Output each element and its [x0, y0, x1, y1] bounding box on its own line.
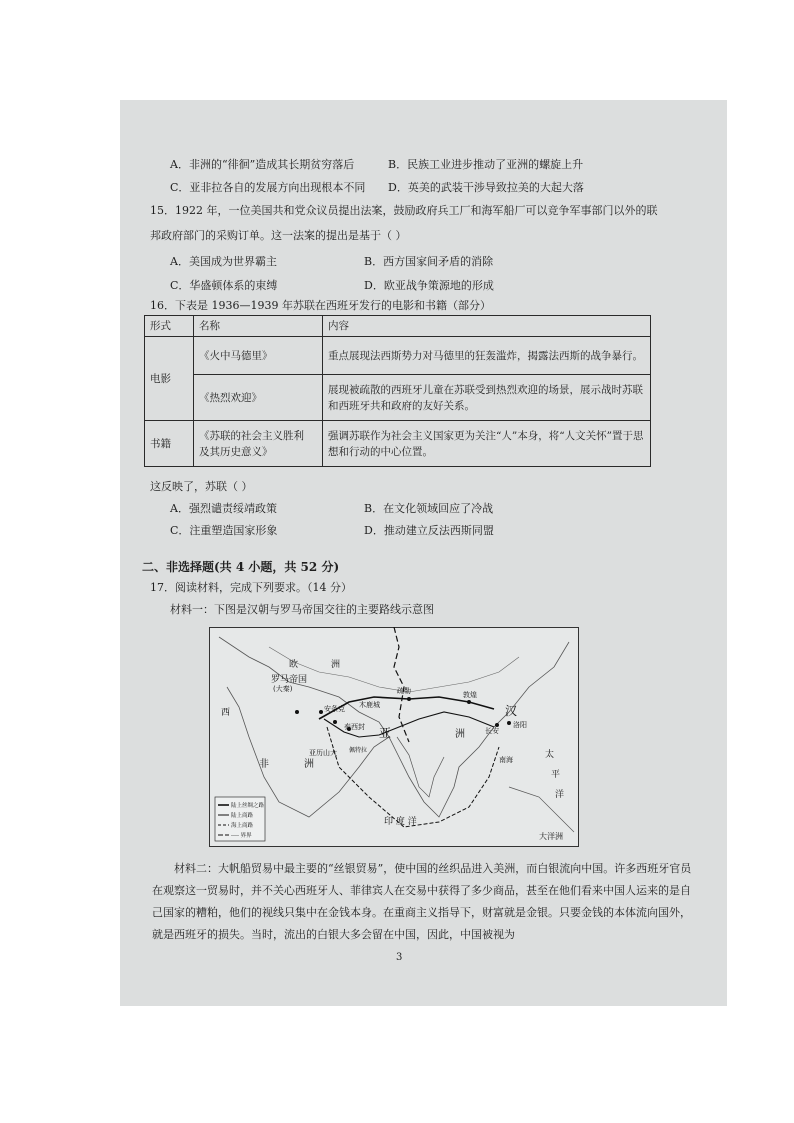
label-dunhuang: 敦煌 — [463, 691, 477, 699]
header-name: 名称 — [194, 316, 323, 337]
film2-content-line2: 和西班牙共和政府的友好关系。 — [328, 399, 475, 412]
legend-silk-road: 陆上丝绸之路 — [231, 803, 265, 809]
q16-table — [144, 315, 651, 467]
q16-stem: 16．下表是 1936—1939 年苏联在西班牙发行的电影和书籍（部分） — [150, 299, 491, 312]
section2-title: 二、非选择题(共 4 小题，共 52 分) — [142, 560, 340, 574]
label-alexandria: 亚历山大 — [309, 749, 337, 757]
material1-caption: 材料一：下图是汉朝与罗马帝国交往的主要路线示意图 — [170, 603, 434, 616]
label-ctesiphon: 泰西封 — [344, 723, 365, 731]
material2-text: 材料二：大帆船贸易中最主要的“丝银贸易”，使中国的丝织品进入美洲，而白银流向中国。许多西班牙官员在观察这一贸易时，并不关心西班牙人、菲律宾人在交易中获得了多少商品，甚至在他们看来中国人运来的是自己国家的糟粕，他们的视线只集中在金钱本身。在重商主义指导下，财富就是金银。只要金钱的本体流向国外，就是西班牙的损失。当时，流出的白银大多会留在中国，因此，中国被视为 — [152, 862, 692, 941]
book-content-line1: 强调苏联作为社会主义国家更为关注“人”本身，将“人文关怀”置于思 — [328, 429, 644, 442]
q14-option-a: A．非洲的“徘徊”造成其长期贫穷落后 — [170, 158, 355, 171]
label-pacific2: 平 — [551, 770, 561, 780]
film2-content — [323, 375, 651, 421]
q15-stem-line1: 15．1922 年，一位美国共和党众议员提出法案，鼓励政府兵工厂和海军船厂可以竞争军事部门以外的联 — [150, 204, 658, 217]
label-han: 汉 — [505, 704, 518, 718]
label-asia: 亚 — [379, 726, 392, 740]
label-daqin: (大秦) — [273, 685, 293, 693]
label-kashgar: 疏勒 — [397, 687, 411, 695]
label-mulu: 木鹿城 — [359, 701, 380, 709]
label-europe2: 洲 — [331, 660, 341, 670]
book-label: 书籍 — [145, 421, 194, 467]
label-pacific1: 太 — [545, 750, 555, 760]
label-west: 西 — [221, 708, 231, 718]
q16-option-d: D．推动建立反法西斯同盟 — [364, 524, 494, 537]
label-indian-ocean: 印 度 洋 — [384, 817, 417, 827]
book-content-line2: 想和行动的中心位置。 — [328, 445, 433, 458]
book-name-line1: 《苏联的社会主义胜利 — [199, 429, 304, 442]
q17-stem: 17．阅读材料，完成下列要求。（14 分） — [150, 581, 352, 594]
label-antioch: 安条克 — [324, 705, 345, 713]
q15-option-a: A．美国成为世界霸主 — [170, 255, 277, 268]
header-form: 形式 — [145, 316, 194, 337]
q16-option-b: B．在文化领域回应了冷战 — [364, 502, 494, 515]
label-europe: 欧 — [289, 660, 299, 670]
han-rome-route-map — [209, 627, 579, 847]
label-asia2: 洲 — [455, 729, 465, 740]
q16-option-c: C．注重塑造国家形象 — [170, 524, 278, 537]
label-africa: 非 — [259, 759, 269, 770]
film-label: 电影 — [145, 337, 194, 421]
film2-name: 《热烈欢迎》 — [194, 375, 323, 421]
legend-sea-route: 海上商路 — [231, 823, 254, 829]
q14-option-b: B．民族工业进步推动了亚洲的螺旋上升 — [388, 158, 584, 171]
label-luoyang: 洛阳 — [513, 721, 527, 729]
book-name — [194, 421, 323, 467]
q14-option-c: C．亚非拉各自的发展方向出现根本不同 — [170, 181, 366, 194]
legend-border: ---- 界界 — [231, 833, 252, 839]
label-nanhai: 南海 — [499, 756, 513, 764]
q14-option-d: D．英美的武装干涉导致拉美的大起大落 — [388, 181, 584, 194]
book-name-line2: 及其历史意义》 — [199, 445, 273, 458]
legend-land-route: 陆上商路 — [231, 813, 254, 819]
header-content: 内容 — [323, 316, 651, 337]
label-africa2: 洲 — [304, 759, 314, 770]
q15-option-d: D．欧亚战争策源地的形成 — [364, 279, 494, 292]
label-changan: 长安 — [485, 727, 499, 735]
film1-name: 《火中马德里》 — [194, 337, 323, 375]
film2-content-line1: 展现被疏散的西班牙儿童在苏联受到热烈欢迎的场景，展示战时苏联 — [328, 383, 643, 396]
q16-option-a: A．强烈谴责绥靖政策 — [170, 502, 277, 515]
label-rome: 罗马帝国 — [271, 675, 308, 685]
label-pacific3: 洋 — [555, 790, 565, 800]
q16-question: 这反映了，苏联（ ） — [150, 480, 253, 493]
page-number: 3 — [396, 952, 403, 963]
q15-stem-line2: 邦政府部门的采购订单。这一法案的提出是基于（ ） — [150, 229, 407, 242]
label-oceania: 大洋洲 — [539, 832, 563, 841]
label-petra: 佩特拉 — [349, 747, 368, 754]
q15-option-c: C．华盛顿体系的束缚 — [170, 279, 278, 292]
q15-option-b: B．西方国家间矛盾的消除 — [364, 255, 494, 268]
exam-page — [120, 100, 727, 1006]
book-content — [323, 421, 651, 467]
film1-content: 重点展现法西斯势力对马德里的狂轰滥炸，揭露法西斯的战争暴行。 — [323, 337, 651, 375]
map-legend — [215, 797, 265, 841]
